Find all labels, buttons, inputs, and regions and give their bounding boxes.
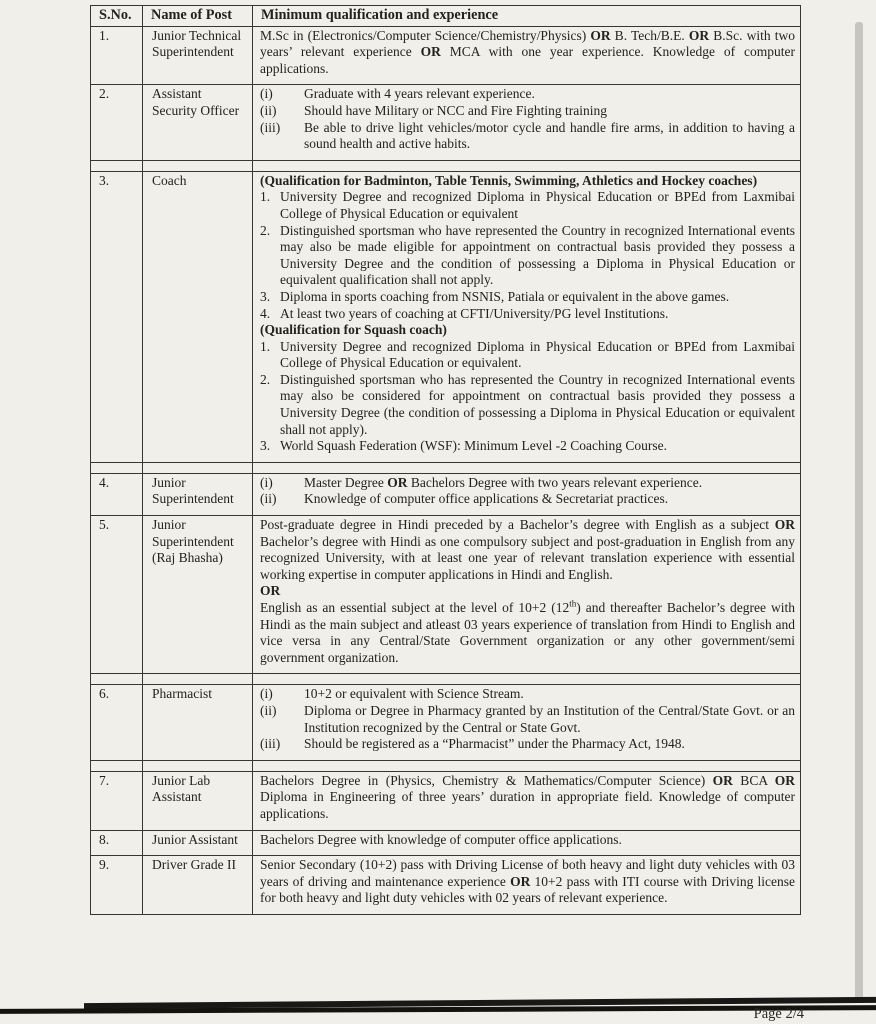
spacer-cell [143, 760, 253, 771]
qualification-item [260, 438, 795, 455]
item-text: 10+2 or equivalent with Science Stream. [304, 686, 524, 702]
sno-cell: 5. [91, 516, 143, 674]
post-cell: Junior Lab Assistant [143, 771, 253, 830]
item-text: Distinguished sportsman who has represented the Country in recognized International events may also be considered for appointment on contractual basis provided they possess a University Degree (the condition of possessing a Diploma in Physical Education or equivalent shall not apply). [280, 371, 795, 437]
sno-cell: 2. [91, 85, 143, 160]
qualification-paragraph [260, 583, 795, 600]
qualification-cell [253, 685, 801, 760]
table-row [91, 26, 801, 85]
item-text: Diploma or Degree in Pharmacy granted by an Institution of the Central/State Govt. or an Institution recognized by the Central or State Govt. [304, 702, 795, 735]
item-text: Senior Secondary (10+2) pass with Driving License of both heavy and light duty vehicles with 03 years of driving and maintenance experience OR 10+2 pass with ITI course with Driving license for both heavy and light duty vehicles with 02 years of relevant experience. [260, 857, 796, 906]
item-text: Distinguished sportsman who have represented the Country in recognized International events may also be made eligible for appointment on contractual basis provided they possess a University Degree and the condition of possessing a Diploma in Physical Education or equivalent qualification shall not apply. [280, 222, 795, 288]
post-cell: Coach [143, 171, 253, 462]
table-header [91, 6, 801, 27]
qualification-cell [253, 771, 801, 830]
qualification-item [260, 736, 795, 753]
qualification-paragraph [260, 832, 795, 849]
post-cell: Junior Assistant [143, 830, 253, 856]
item-label: (i) [260, 474, 273, 490]
spacer-cell [253, 160, 801, 171]
item-label: (i) [260, 86, 273, 102]
item-text: Knowledge of computer office applications & Secretariat practices. [304, 491, 669, 507]
item-text: English as an essential subject at the level of 10+2 (12th) and thereafter Bachelor’s degree with Hindi as the main subject and atleast 03 years experience of translation from Hindi to English and vice versa in any Central/State Government organization or any other government/semi government organization. [260, 598, 795, 665]
table-row [91, 473, 801, 515]
sno-cell: 8. [91, 830, 143, 856]
item-label: 2. [260, 371, 271, 387]
qualification-cell [253, 516, 801, 674]
table-row [91, 856, 801, 915]
item-label: 1. [260, 189, 271, 205]
post-qualification-table [90, 5, 801, 915]
table-row [91, 85, 801, 160]
qualification-item [260, 86, 795, 103]
qualification-paragraph [260, 600, 795, 666]
table-row-spacer [91, 760, 801, 771]
qualification-cell [253, 856, 801, 915]
item-text: University Degree and recognized Diploma in Physical Education or BPEd from Laxmibai College of Physical Education or equivalent [280, 189, 795, 221]
item-text: Diploma in sports coaching from NSNIS, Patiala or equivalent in the above games. [280, 288, 730, 304]
header-qualification: Minimum qualification and experience [253, 6, 801, 27]
item-label: (ii) [260, 702, 277, 718]
qualification-item [260, 339, 795, 372]
item-label: 4. [260, 305, 271, 321]
spacer-cell [143, 674, 253, 685]
table-row-spacer [91, 674, 801, 685]
table-row [91, 830, 801, 856]
qualification-paragraph [260, 28, 795, 78]
item-text: Bachelors Degree with knowledge of computer office applications. [260, 831, 622, 847]
qualification-paragraph [260, 773, 795, 823]
qualification-item [260, 703, 795, 736]
table-row [91, 516, 801, 674]
item-text: World Squash Federation (WSF): Minimum Level -2 Coaching Course. [280, 438, 667, 454]
sno-cell: 3. [91, 171, 143, 462]
qualification-cell [253, 26, 801, 85]
item-text: University Degree and recognized Diploma in Physical Education or BPEd from Laxmibai College of Physical Education or equivalent. [280, 338, 795, 371]
item-label: (ii) [260, 102, 277, 118]
qualification-paragraph [260, 857, 795, 907]
spacer-cell [143, 462, 253, 473]
item-label: 3. [260, 438, 271, 454]
qualification-item [260, 103, 795, 120]
item-text: Post-graduate degree in Hindi preceded by a Bachelor’s degree with English as a subject OR Bachelor’s degree with Hindi as one compulsory subject and post-graduation in English from any recognized University, with at least one year of relevant translation experience with essential working expertise in computer applications in Hindi and English. [260, 517, 795, 582]
spacer-cell [253, 674, 801, 685]
qualification-item [260, 289, 795, 306]
spacer-cell [253, 462, 801, 473]
item-label: 3. [260, 288, 271, 304]
header-name-of-post: Name of Post [143, 6, 253, 27]
spacer-cell [143, 160, 253, 171]
spacer-cell [253, 760, 801, 771]
item-text: (Qualification for Badminton, Table Tennis, Swimming, Athletics and Hockey coaches) [260, 172, 758, 188]
item-text: Should have Military or NCC and Fire Fighting training [304, 102, 607, 118]
sno-cell: 7. [91, 771, 143, 830]
post-cell: Driver Grade II [143, 856, 253, 915]
table-row [91, 685, 801, 760]
sno-cell: 9. [91, 856, 143, 915]
spacer-cell [91, 160, 143, 171]
qualification-paragraph [260, 517, 795, 583]
item-text: Graduate with 4 years relevant experience. [304, 86, 535, 102]
sno-cell: 4. [91, 473, 143, 515]
table-row-spacer [91, 462, 801, 473]
qualification-cell [253, 85, 801, 160]
qualification-item [260, 189, 795, 222]
qualification-item [260, 475, 795, 492]
qualification-item [260, 491, 795, 508]
item-text: At least two years of coaching at CFTI/University/PG level Institutions. [280, 305, 669, 321]
page-number: Page 2/4 [753, 1006, 804, 1022]
table-row [91, 171, 801, 462]
item-label: (iii) [260, 119, 281, 135]
post-cell: Junior Technical Superintendent [143, 26, 253, 85]
item-label: (iii) [260, 736, 281, 752]
post-table-body [91, 26, 801, 914]
item-text: OR [260, 583, 281, 599]
table-row-spacer [91, 160, 801, 171]
header-sno: S.No. [91, 6, 143, 27]
qualification-cell [253, 171, 801, 462]
qualification-cell [253, 830, 801, 856]
qualification-item [260, 306, 795, 323]
qualification-cell [253, 473, 801, 515]
qualification-item [260, 223, 795, 289]
spacer-cell [91, 760, 143, 771]
item-text: M.Sc in (Electronics/Computer Science/Chemistry/Physics) OR B. Tech/B.E. OR B.Sc. with two years’ relevant experience OR MCA with one year experience. Knowledge of computer applications. [260, 27, 796, 76]
sno-cell: 1. [91, 26, 143, 85]
spacer-cell [91, 462, 143, 473]
qualification-item [260, 120, 795, 153]
scan-edge-shadow [855, 22, 863, 1000]
post-cell: Junior Superintendent [143, 473, 253, 515]
item-label: (i) [260, 686, 273, 702]
spacer-cell [91, 674, 143, 685]
item-label: 1. [260, 338, 271, 354]
post-cell: Pharmacist [143, 685, 253, 760]
item-label: (ii) [260, 491, 277, 507]
qualification-paragraph [260, 322, 795, 339]
qualification-item [260, 372, 795, 438]
item-text: (Qualification for Squash coach) [260, 322, 447, 338]
post-cell: Junior Superintendent (Raj Bhasha) [143, 516, 253, 674]
table-header-row [91, 6, 801, 27]
item-label: 2. [260, 222, 271, 238]
item-text: Master Degree OR Bachelors Degree with two years relevant experience. [304, 474, 703, 490]
item-text: Bachelors Degree in (Physics, Chemistry & Mathematics/Computer Science) OR BCA OR Diploma in Engineering of three years’ duration in appropriate field. Knowledge of computer applications. [260, 772, 795, 821]
sno-cell: 6. [91, 685, 143, 760]
item-text: Be able to drive light vehicles/motor cycle and handle fire arms, in addition to having a sound health and active habits. [304, 119, 795, 152]
item-text: Should be registered as a “Pharmacist” under the Pharmacy Act, 1948. [304, 736, 685, 752]
qualification-item [260, 686, 795, 703]
qualification-paragraph [260, 173, 795, 190]
table-row [91, 771, 801, 830]
post-cell: Assistant Security Officer [143, 85, 253, 160]
